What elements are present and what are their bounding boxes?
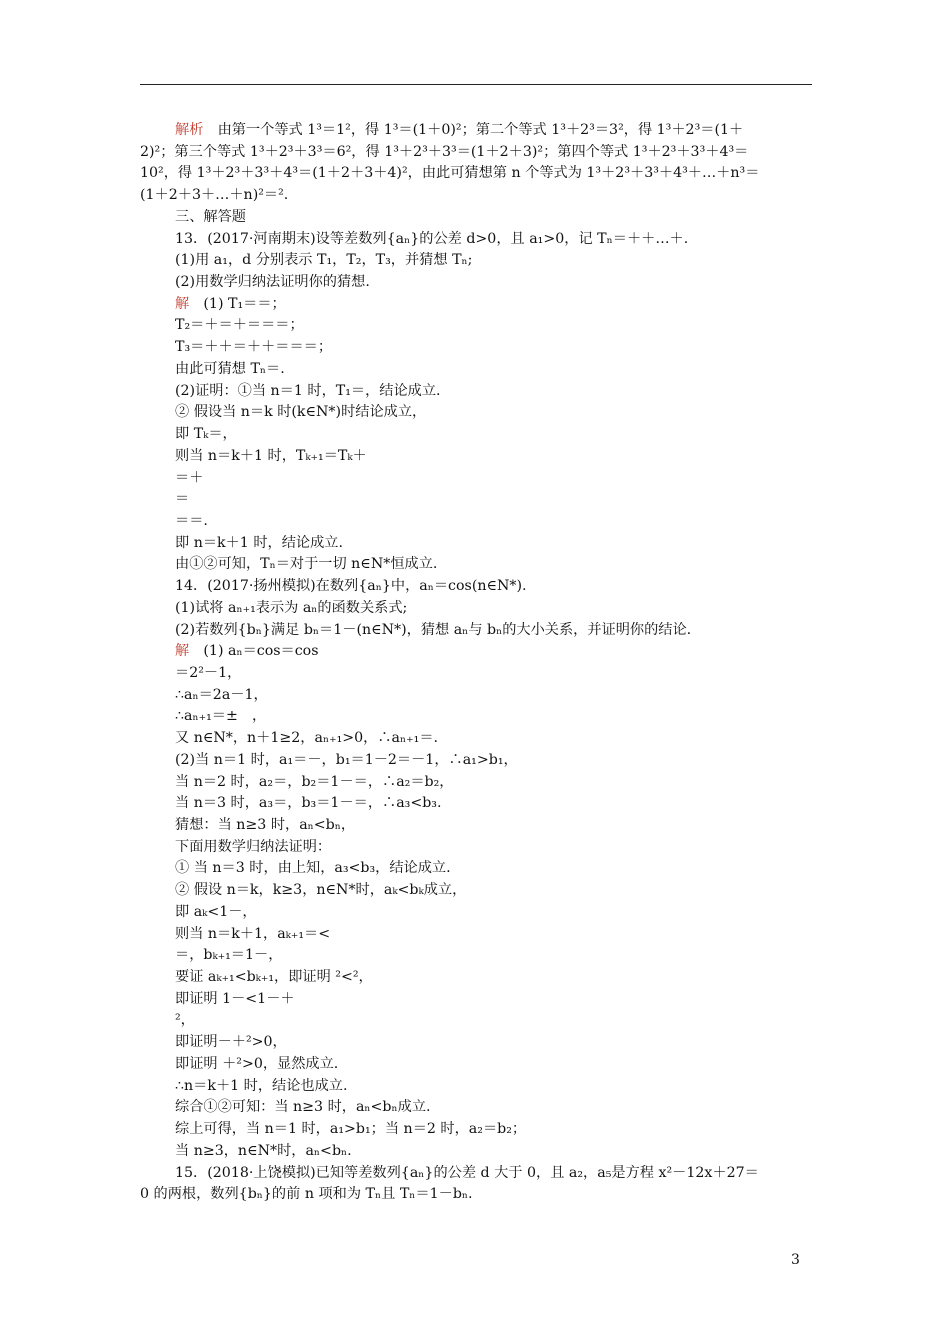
q14-solution-line: (2)当 n＝1 时，a₁＝－，b₁＝1－2＝－1，∴a₁>b₁，: [175, 751, 518, 768]
q13-solution-line: T₃＝＋＋＝＋＋＝＝＝；: [175, 339, 333, 356]
q14-solution-line: 则当 n＝k＋1，aₖ₊₁＝<: [175, 925, 331, 942]
q14-solution-line: 综上可得，当 n＝1 时，a₁>b₁；当 n＝2 时，a₂＝b₂；: [175, 1121, 527, 1138]
q13-solution-line: 即 Tₖ＝，: [175, 426, 237, 443]
q14-solution-line: 综合①②可知：当 n≥3 时，aₙ<bₙ成立.: [175, 1099, 431, 1116]
solution-label: 解: [175, 643, 190, 660]
q13-stem: 13．(2017·河南期末)设等差数列{aₙ}的公差 d>0，且 a₁>0，记 Tₙ＝＋＋…＋.: [175, 230, 689, 247]
q14-solution-line: ① 当 n＝3 时，由上知，a₃<b₃，结论成立.: [175, 860, 451, 877]
q14-part: (2)若数列{bₙ}满足 bₙ＝1－(n∈N*)，猜想 aₙ与 bₙ的大小关系，并证明你的结论.: [175, 621, 692, 638]
q15-line: 15．(2018·上饶模拟)已知等差数列{aₙ}的公差 d 大于 0，且 a₂，a₅是方程 x²－12x＋27＝: [175, 1164, 759, 1181]
q14-solution-line: ∴aₙ＝2a－1，: [175, 686, 268, 703]
solution-label: 解: [175, 295, 190, 312]
header-rule: [140, 84, 812, 85]
q13-solution-line: ② 假设当 n＝k 时(k∈N*)时结论成立，: [175, 404, 427, 421]
analysis-label: 解析: [175, 122, 204, 138]
q14-solution-line: 解 (1) aₙ＝cos＝cos: [175, 643, 319, 660]
q14-solution-line: 即证明 ＋²>0，显然成立.: [175, 1055, 339, 1072]
q14-part: (1)试将 aₙ₊₁表示为 aₙ的函数关系式;: [175, 599, 408, 616]
q13-solution-line: T₂＝＋＝＋＝＝＝；: [175, 317, 304, 334]
q13-solution-line: 即 n＝k＋1 时，结论成立.: [175, 534, 343, 551]
q14-solution-line: 即证明 1－<1－＋: [175, 990, 295, 1007]
q13-solution-line: 则当 n＝k＋1 时，Tₖ₊₁＝Tₖ＋: [175, 447, 367, 464]
q14-stem: 14．(2017·扬州模拟)在数列{aₙ}中，aₙ＝cos(n∈N*).: [175, 578, 527, 595]
q14-solution-line: 又 n∈N*，n＋1≥2，aₙ₊₁>0，∴aₙ₊₁＝.: [175, 730, 439, 747]
q14-solution-line: 当 n＝3 时，a₃＝，b₃＝1－＝，∴a₃<b₃.: [175, 795, 442, 812]
q14-solution-line: ²，: [175, 1012, 195, 1029]
document-body: [140, 120, 812, 1206]
q14-solution-line: ＝2²－1，: [175, 664, 242, 681]
analysis-line: (1＋2＋3＋…＋n)²＝².: [140, 187, 289, 204]
q13-part: (1)用 a₁，d 分别表示 T₁，T₂，T₃，并猜想 Tₙ;: [175, 252, 473, 269]
page-number: 3: [791, 1252, 800, 1268]
q14-solution-line: 即 aₖ<1－，: [175, 903, 257, 920]
q14-solution-line: ＝，bₖ₊₁＝1－，: [175, 947, 283, 964]
q14-solution-line: ∴aₙ₊₁＝± ，: [175, 708, 267, 725]
q13-part: (2)用数学归纳法证明你的猜想.: [175, 274, 370, 291]
q14-solution-line: 下面用数学归纳法证明：: [175, 838, 332, 855]
q13-solution-line: 由此可猜想 Tₙ＝.: [175, 360, 285, 377]
q13-solution-line: ＝＋: [175, 469, 204, 486]
q13-solution-line: (2)证明：①当 n＝1 时，T₁＝，结论成立.: [175, 382, 441, 399]
q14-solution-line: ② 假设 n＝k，k≥3，n∈N*时，aₖ<bₖ成立，: [175, 882, 467, 899]
analysis-line: 解析 由第一个等式 1³＝1²，得 1³＝(1＋0)²；第二个等式 1³＋2³＝3²，得 1³＋2³＝(1＋: [175, 122, 744, 138]
q14-solution-line: 要证 aₖ₊₁<bₖ₊₁，即证明 ²<²，: [175, 969, 373, 986]
analysis-line: 10²，得 1³＋2³＋3³＋4³＝(1＋2＋3＋4)²，由此可猜想第 n 个等式为 1³＋2³＋3³＋4³＋…＋n³＝: [140, 165, 760, 182]
q14-solution-line: 即证明－＋²>0，: [175, 1034, 287, 1051]
analysis-line: 2)²；第三个等式 1³＋2³＋3³＝6²，得 1³＋2³＋3³＝(1＋2＋3)²；第四个等式 1³＋2³＋3³＋4³＝: [140, 143, 749, 160]
q14-solution-line: ∴n＝k＋1 时，结论也成立.: [175, 1077, 348, 1094]
q15-line: 0 的两根，数列{bₙ}的前 n 项和为 Tₙ且 Tₙ＝1－bₙ.: [140, 1186, 473, 1203]
q14-solution-line: 当 n≥3，n∈N*时，aₙ<bₙ.: [175, 1142, 352, 1159]
q13-solution-line: 由①②可知，Tₙ＝对于一切 n∈N*恒成立.: [175, 556, 438, 573]
section-heading: 三、解答题: [175, 208, 246, 225]
q13-solution-line: ＝: [175, 491, 190, 508]
q13-solution-line: ＝＝.: [175, 512, 208, 529]
q13-solution-line: 解 (1) T₁＝＝；: [175, 295, 286, 312]
q14-solution-line: 猜想：当 n≥3 时，aₙ<bₙ，: [175, 817, 356, 833]
q14-solution-line: 当 n＝2 时，a₂＝，b₂＝1－＝，∴a₂＝b₂，: [175, 773, 454, 790]
